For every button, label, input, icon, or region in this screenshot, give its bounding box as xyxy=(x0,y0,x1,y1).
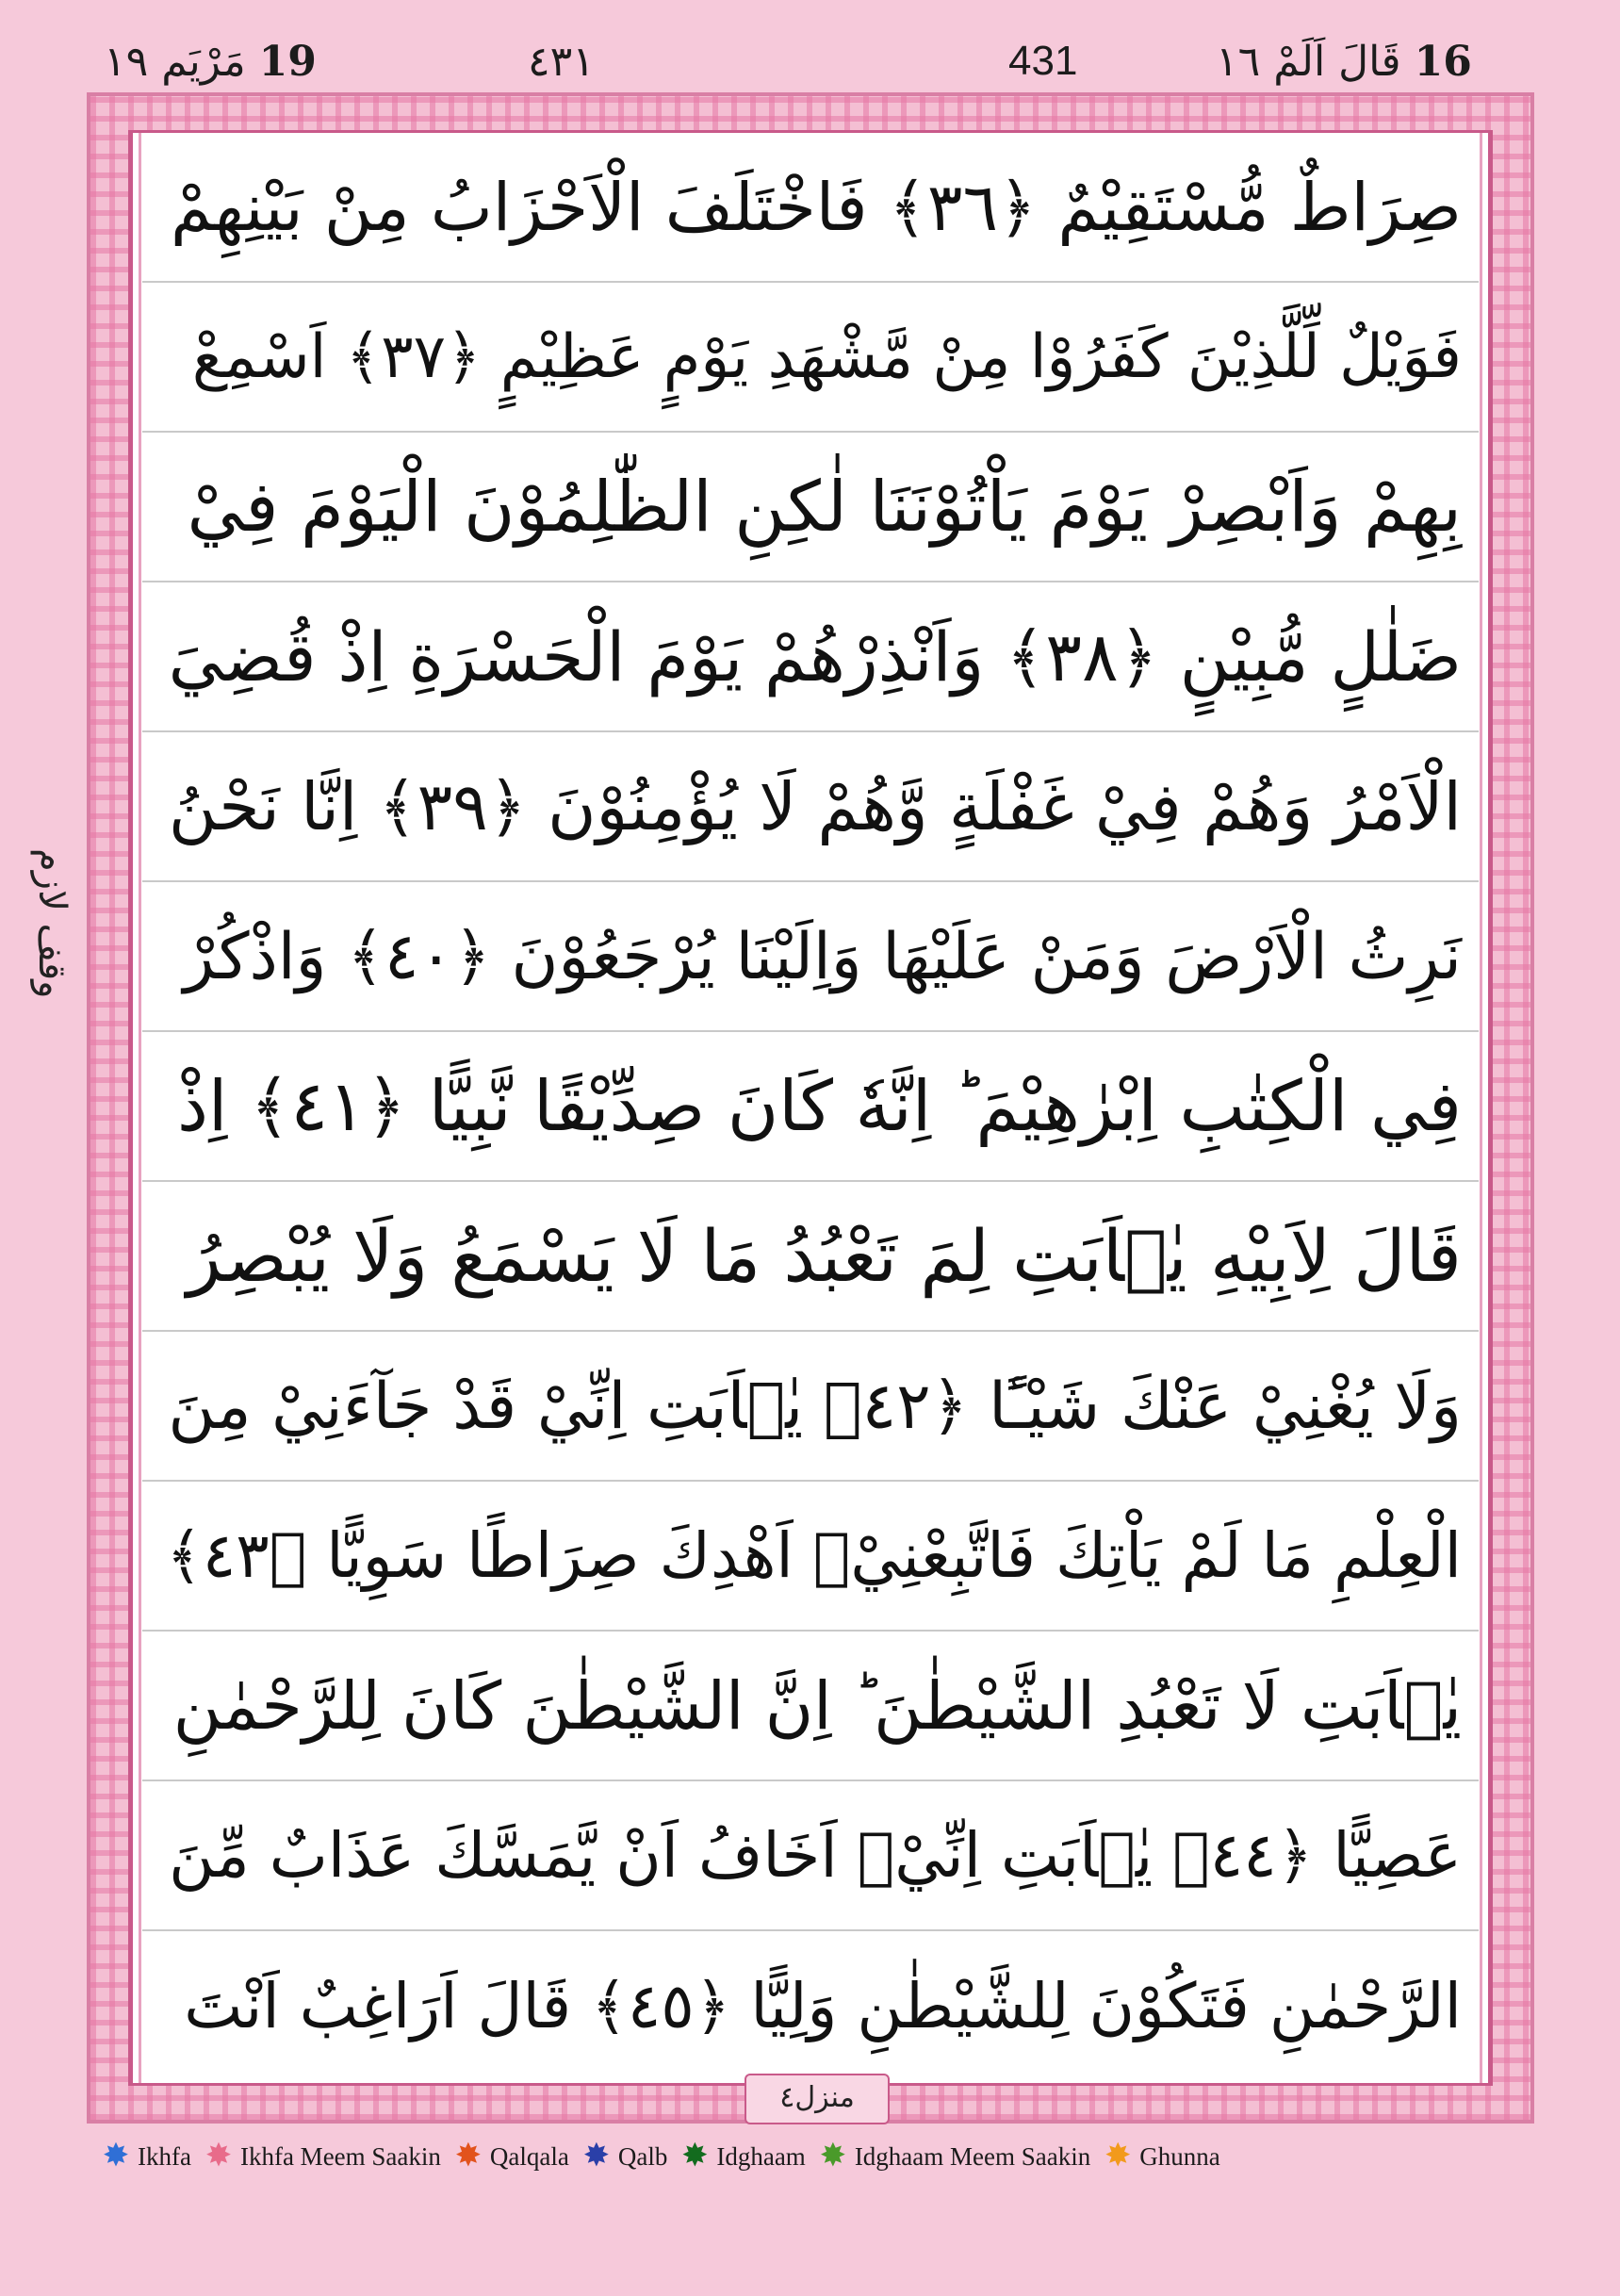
verse-panel xyxy=(128,130,1493,2086)
border-line-left xyxy=(139,133,141,2083)
border-line-right xyxy=(1480,133,1482,2083)
verse-line: قَالَ لِاَبِيْهِ يٰۤاَبَتِ لِمَ تَعْبُدُ مَا لَا يَسْمَعُ وَلَا يُبْصِرُ xyxy=(142,1182,1479,1332)
legend-label: Ikhfa Meem Saakin xyxy=(239,2141,441,2171)
verse-line: بِهِمْ وَاَبْصِرْ يَوْمَ يَاْتُوْنَنَا لٰكِنِ الظّٰلِمُوْنَ الْيَوْمَ فِيْ xyxy=(142,433,1479,582)
verse-line: الرَّحْمٰنِ فَتَكُوْنَ لِلشَّيْطٰنِ وَلِيًّا ﴿٤٥﴾ قَالَ اَرَاغِبٌ اَنْتَ xyxy=(184,1970,1462,2042)
verse-line: وَلَا يُغْنِيْ عَنْكَ شَيْـًٔا ﴿٤٢﴾ يٰۤاَبَتِ اِنِّيْ قَدْ جَآءَنِيْ مِنَ xyxy=(142,1332,1479,1482)
star-icon: ✸ xyxy=(819,2139,847,2173)
page-number: 431 xyxy=(1008,38,1078,84)
star-icon: ✸ xyxy=(102,2139,130,2173)
manzil-tab: منزل٤ xyxy=(745,2074,890,2124)
surah-number: 19 xyxy=(258,37,317,86)
juz-number: 16 xyxy=(1414,37,1472,86)
verse-line: نَرِثُ الْاَرْضَ وَمَنْ عَلَيْهَا وَاِلَيْنَا يُرْجَعُوْنَ ﴿٤٠﴾ وَاذْكُرْ xyxy=(142,882,1479,1032)
legend-item xyxy=(680,2139,806,2173)
legend-item xyxy=(454,2139,569,2173)
legend-item xyxy=(819,2139,1091,2173)
legend-label: Qalb xyxy=(617,2141,668,2171)
side-note: وقف لازم xyxy=(30,848,74,999)
verse-line: يٰۤاَبَتِ لَا تَعْبُدِ الشَّيْطٰنَ ؕ اِنَّ الشَّيْطٰنَ كَانَ لِلرَّحْمٰنِ xyxy=(142,1632,1479,1781)
star-icon: ✸ xyxy=(681,2139,709,2173)
legend-label: Idghaam Meem Saakin xyxy=(854,2141,1091,2171)
verse-line: فَوَيْلٌ لِّلَّذِيْنَ كَفَرُوْا مِنْ مَّشْهَدِ يَوْمٍ عَظِيْمٍ ﴿٣٧﴾ اَسْمِعْ xyxy=(142,283,1479,433)
legend-item xyxy=(205,2139,441,2173)
verse-line: صِرَاطٌ مُّسْتَقِيْمٌ ﴿٣٦﴾ فَاخْتَلَفَ الْاَحْزَابُ مِنْ بَيْنِهِمْ xyxy=(142,133,1479,283)
star-icon: ✸ xyxy=(1105,2139,1132,2173)
legend-label: Ikhfa xyxy=(138,2141,191,2171)
legend-label: Qalqala xyxy=(489,2141,569,2171)
legend-label: Idghaam xyxy=(716,2141,806,2171)
surah-number-arabic: ١٩ xyxy=(104,37,149,86)
juz-header xyxy=(1216,28,1472,94)
juz-name: قَالَ اَلَمْ xyxy=(1273,37,1401,86)
legend-label: Ghunna xyxy=(1139,2141,1220,2171)
verse-line: الْعِلْمِ مَا لَمْ يَاْتِكَ فَاتَّبِعْنِيْۤ اَهْدِكَ صِرَاطًا سَوِيًّا ﴿٤٣﴾ xyxy=(142,1482,1479,1632)
page-number-arabic: ٤٣١ xyxy=(528,37,595,86)
surah-name: مَرْيَم xyxy=(161,37,246,86)
legend-item xyxy=(102,2139,191,2173)
juz-number-arabic: ١٦ xyxy=(1216,37,1261,86)
verse-line: ضَلٰلٍ مُّبِيْنٍ ﴿٣٨﴾ وَاَنْذِرْهُمْ يَوْمَ الْحَسْرَةِ اِذْ قُضِيَ xyxy=(142,582,1479,732)
legend-item xyxy=(582,2139,668,2173)
verse-line: عَصِيًّا ﴿٤٤﴾ يٰۤاَبَتِ اِنِّيْۤ اَخَافُ اَنْ يَّمَسَّكَ عَذَابٌ مِّنَ xyxy=(142,1781,1479,1931)
verse-line: الْاَمْرُ وَهُمْ فِيْ غَفْلَةٍ وَّهُمْ لَا يُؤْمِنُوْنَ ﴿٣٩﴾ اِنَّا نَحْنُ xyxy=(142,732,1479,882)
tajweed-legend xyxy=(102,2128,1572,2185)
star-icon: ✸ xyxy=(205,2139,233,2173)
surah-header xyxy=(104,28,317,94)
star-icon: ✸ xyxy=(454,2139,483,2173)
star-icon: ✸ xyxy=(582,2139,611,2173)
legend-item xyxy=(1104,2139,1220,2173)
verse-line: فِي الْكِتٰبِ اِبْرٰهِيْمَ ؕ اِنَّهٗ كَانَ صِدِّيْقًا نَّبِيًّا ﴿٤١﴾ اِذْ xyxy=(142,1032,1479,1182)
